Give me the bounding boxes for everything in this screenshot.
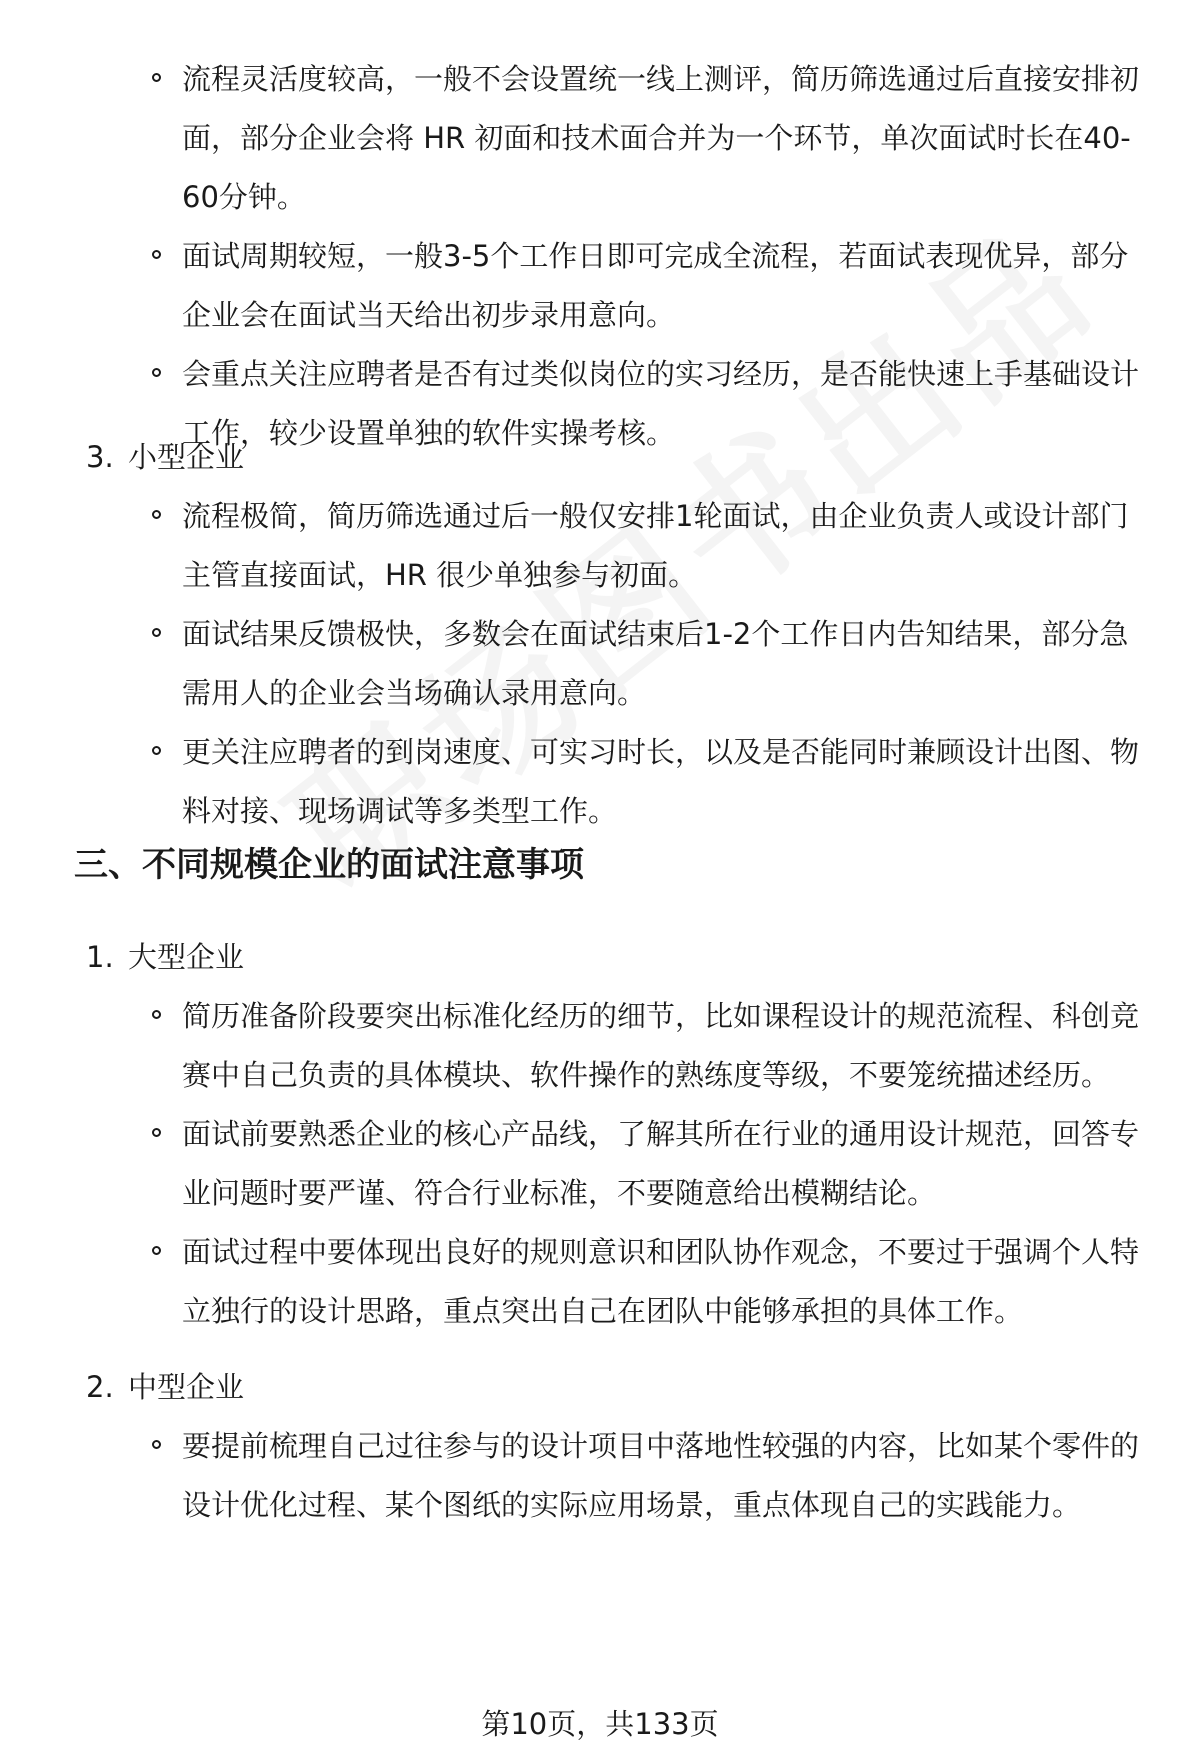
bullet-circle-icon [152,1010,161,1019]
list-item: 简历准备阶段要突出标准化经历的细节，比如课程设计的规范流程、科创竞赛中自己负责的具体模块、软件操作的熟练度等级，不要笼统描述经历。 [182,987,1152,1105]
bullet-circle-icon [152,510,161,519]
tips-large-enterprise [0,928,1200,1341]
list-item: 面试过程中要体现出良好的规则意识和团队协作观念，不要过于强调个人特立独行的设计思路，重点突出自己在团队中能够承担的具体工作。 [182,1223,1152,1341]
list-item: 流程极简，简历筛选通过后一般仅安排1轮面试，由企业负责人或设计部门主管直接面试，HR 很少单独参与初面。 [182,487,1152,605]
tips-medium-enterprise [0,1358,1200,1535]
page-footer: 第10页，共133页 [481,1707,719,1741]
bullet-circle-icon [152,628,161,637]
section-heading-block [0,836,1200,895]
numbered-heading: 3. 小型企业 [86,440,245,474]
section-title: 三、不同规模企业的面试注意事项 [74,845,584,885]
process-medium-continued [0,50,1200,463]
list-item: 面试周期较短，一般3-5个工作日即可完成全流程，若面试表现优异，部分企业会在面试当天给出初步录用意向。 [182,227,1152,345]
process-small-enterprise [0,428,1200,841]
bullet-circle-icon [152,1128,161,1137]
list-item: 面试结果反馈极快，多数会在面试结束后1-2个工作日内告知结果，部分急需用人的企业会当场确认录用意向。 [182,605,1152,723]
bullet-circle-icon [152,368,161,377]
bullet-circle-icon [152,73,161,82]
bullet-circle-icon [152,1246,161,1255]
list-item: 流程灵活度较高，一般不会设置统一线上测评，简历筛选通过后直接安排初面，部分企业会将 HR 初面和技术面合并为一个环节，单次面试时长在40-60分钟。 [182,50,1152,227]
numbered-heading: 1. 大型企业 [86,940,245,974]
bullet-circle-icon [152,250,161,259]
bullet-circle-icon [152,746,161,755]
numbered-heading: 2. 中型企业 [86,1370,245,1404]
list-item: 面试前要熟悉企业的核心产品线，了解其所在行业的通用设计规范，回答专业问题时要严谨、符合行业标准，不要随意给出模糊结论。 [182,1105,1152,1223]
list-item: 会重点关注应聘者是否有过类似岗位的实习经历，是否能快速上手基础设计工作，较少设置单独的软件实操考核。 [182,345,1152,463]
list-item: 要提前梳理自己过往参与的设计项目中落地性较强的内容，比如某个零件的设计优化过程、某个图纸的实际应用场景，重点体现自己的实践能力。 [182,1417,1152,1535]
bullet-circle-icon [152,1440,161,1449]
list-item: 更关注应聘者的到岗速度、可实习时长，以及是否能同时兼顾设计出图、物料对接、现场调试等多类型工作。 [182,723,1152,841]
